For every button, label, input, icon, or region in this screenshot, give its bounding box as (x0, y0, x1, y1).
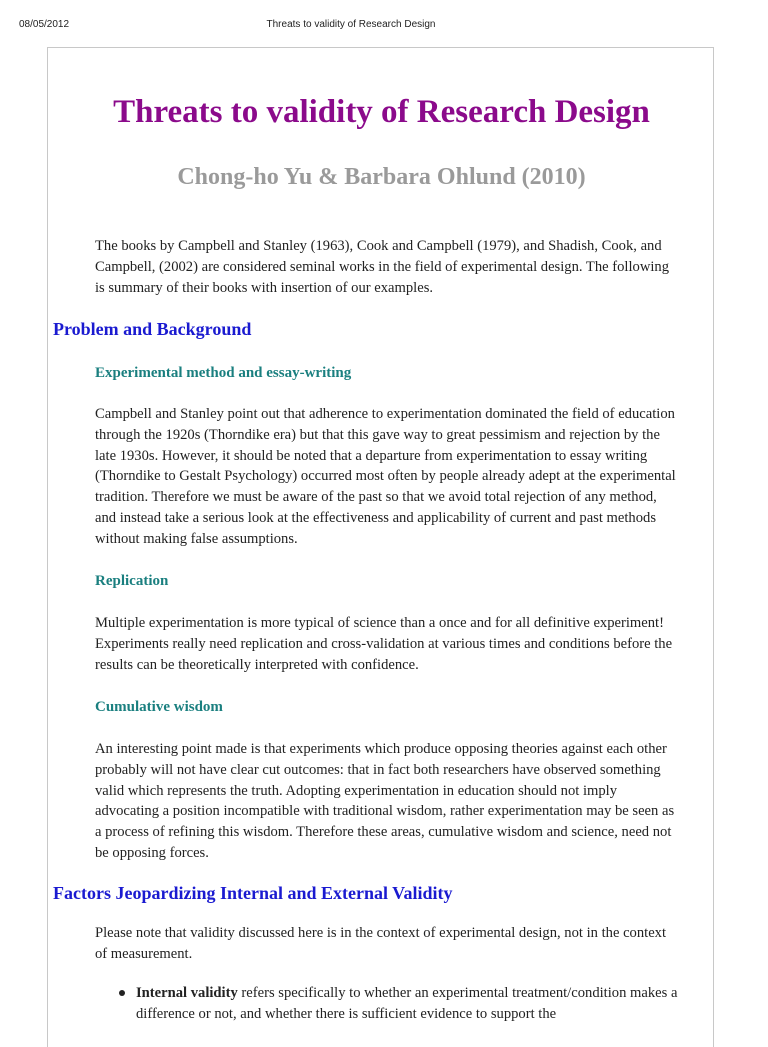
list-item (95, 983, 680, 1025)
cumulative-wisdom-paragraph: An interesting point made is that experiments which produce opposing theories against each other probably will not have clear cut outcomes: that in fact both researchers have observed something valid which represents the truth. Adopting experimentation in education should not imply advocating a position incompatible with traditional wisdom, rather experimentation may be seen as a process of refining this wisdom. Therefore these areas, cumulative wisdom and science, need not be opposing forces. (95, 741, 675, 861)
authors-heading: Chong-ho Yu & Barbara Ohlund (2010) (177, 164, 586, 190)
experimental-method-paragraph: Campbell and Stanley point out that adherence to experimentation dominated the field of education through the 1920s (Thorndike era) but that this gave way to great pessimism and rejection by the late 1930s. However, it should be noted that a departure from experimentation to essay writing (Thorndike to Gestalt Psychology) occurred most often by people already adept at the experimental tradition. Therefore we must be aware of the past so that we avoid total rejection of any method, and instead take a serious look at the effectiveness and applicability of current and past methods without making false assumptions. (95, 406, 676, 547)
validity-context-paragraph: Please note that validity discussed here is in the context of experimental design, not in the context of measurement. (95, 925, 667, 962)
intro-paragraph: The books by Campbell and Stanley (1963), Cook and Campbell (1979), and Shadish, Cook, and Campbell, (2002) are considered seminal works in the field of experimental design. The following is summary of their books with insertion of our examples. (95, 238, 670, 296)
print-header (0, 19, 768, 33)
subsection-heading-experimental-method: Experimental method and essay-writing (95, 365, 352, 381)
page-title: Threats to validity of Research Design (113, 94, 650, 130)
section-heading-problem-background: Problem and Background (53, 319, 252, 339)
subsection-heading-replication: Replication (95, 573, 169, 589)
bullet-icon (119, 990, 125, 996)
bullet-term: Internal validity (136, 985, 238, 1001)
replication-paragraph: Multiple experimentation is more typical of science than a once and for all definitive experiment! Experiments really need replication and cross-validation at various times and conditions before the results can be theoretically interpreted with confidence. (95, 615, 673, 673)
validity-bullet-list (95, 983, 680, 1025)
bullet-text: refers specifically to whether an experimental treatment/condition makes a difference or not, and whether there is sufficient evidence to support the (136, 985, 678, 1022)
print-title: Threats to validity of Research Design (266, 19, 436, 30)
section-heading-validity-factors: Factors Jeopardizing Internal and External Validity (53, 883, 453, 903)
print-date: 08/05/2012 (19, 19, 70, 30)
subsection-heading-cumulative-wisdom: Cumulative wisdom (95, 699, 223, 715)
